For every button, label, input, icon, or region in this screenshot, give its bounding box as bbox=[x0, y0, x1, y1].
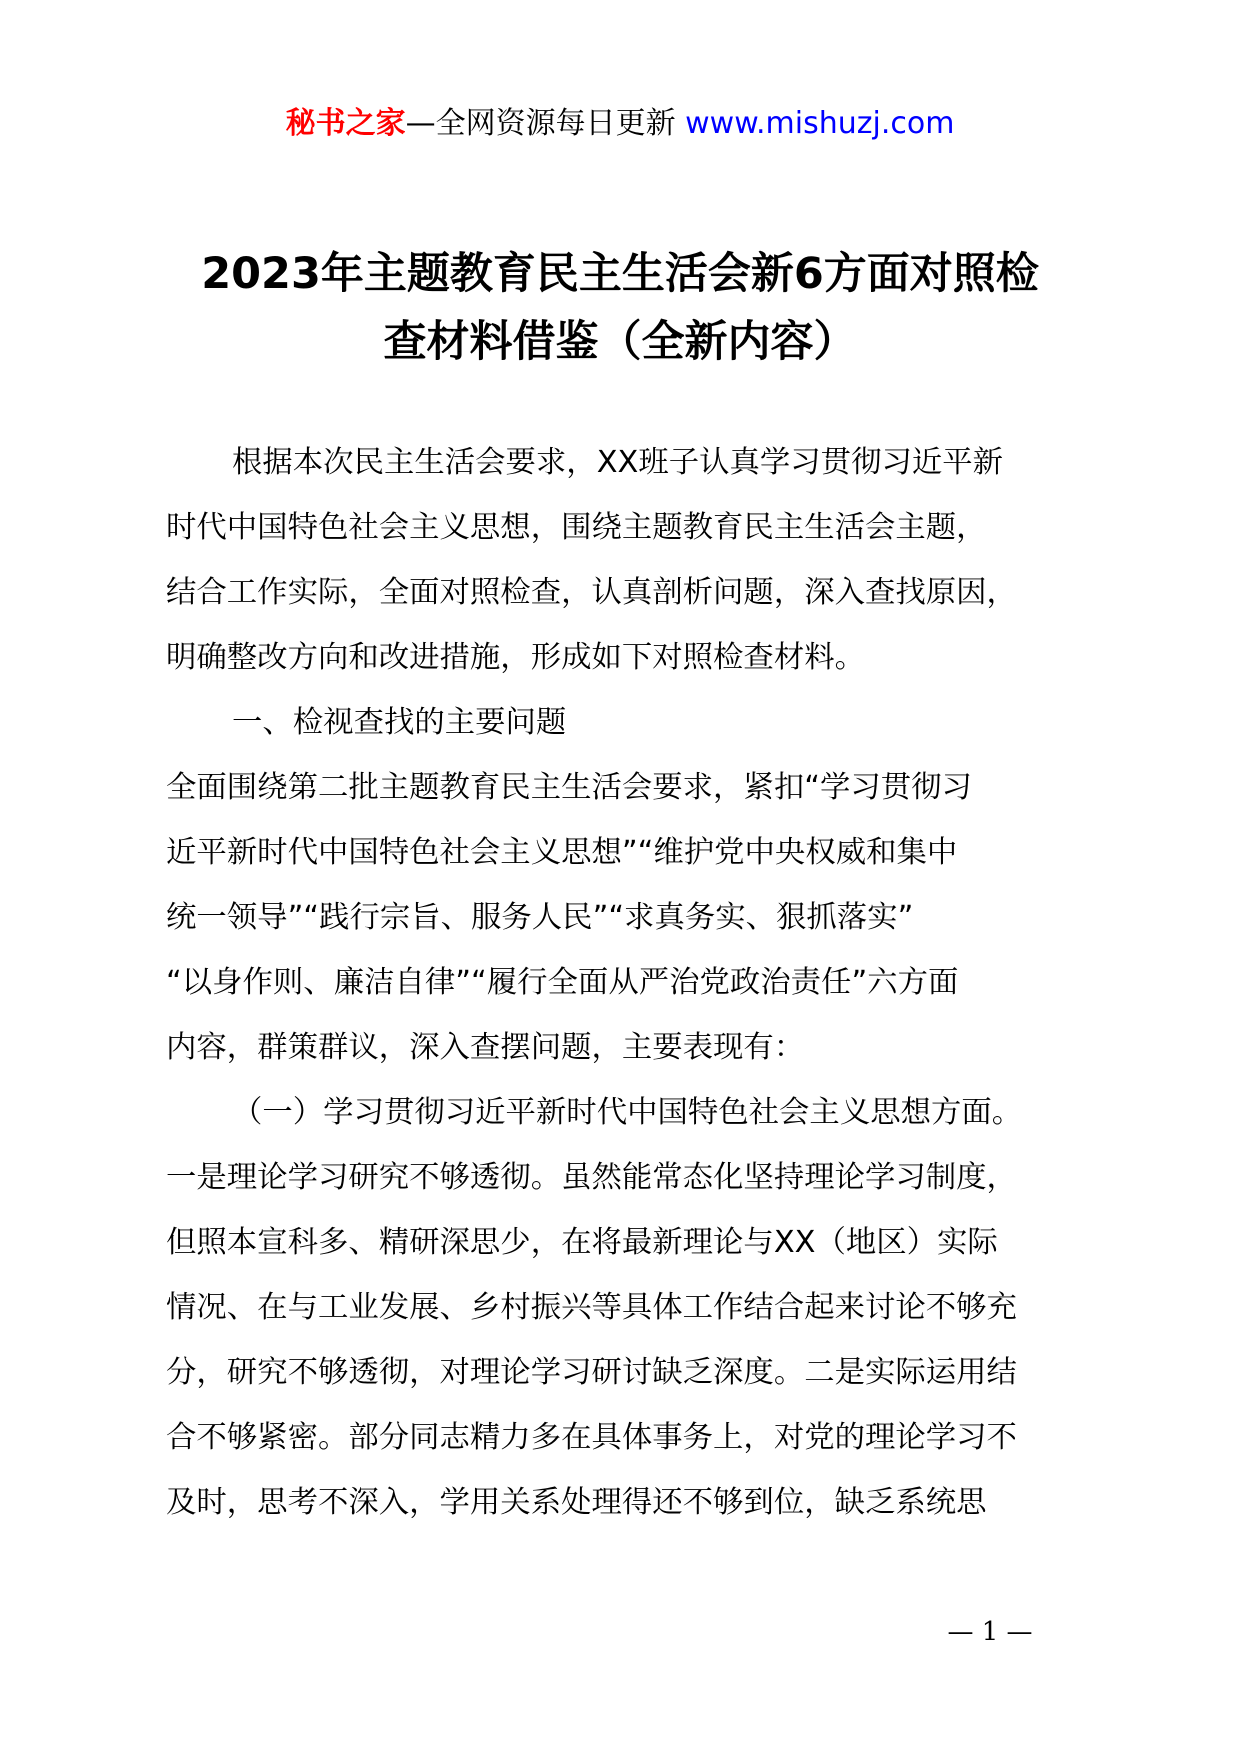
body-line: 合不够紧密。部分同志精力多在具体事务上，对党的理论学习不 bbox=[166, 1420, 1017, 1455]
site-header bbox=[0, 100, 1240, 148]
header-brand: 秘书之家 bbox=[285, 106, 406, 141]
body-line: 根据本次民主生活会要求，XX班子认真学习贯彻习近平新 bbox=[232, 445, 1004, 480]
body-line: 时代中国特色社会主义思想，围绕主题教育民主生活会主题， bbox=[166, 510, 987, 545]
document-title bbox=[100, 240, 1140, 376]
body-line: 但照本宣科多、精研深思少，在将最新理论与XX（地区）实际 bbox=[166, 1225, 998, 1260]
subsection-heading: （一）学习贯彻习近平新时代中国特色社会主义思想方面。 bbox=[232, 1095, 1023, 1130]
title-line: 查材料借鉴（全新内容） bbox=[383, 317, 857, 367]
body-line: “以身作则、廉洁自律”“履行全面从严治党政治责任”六方面 bbox=[166, 965, 959, 1000]
body-line: 明确整改方向和改进措施，形成如下对照检查材料。 bbox=[166, 640, 865, 675]
header-url-link[interactable]: www.mishuzj.com bbox=[685, 106, 955, 141]
body-line: 近平新时代中国特色社会主义思想”“维护党中央权威和集中 bbox=[166, 835, 958, 870]
body-line: 一是理论学习研究不够透彻。虽然能常态化坚持理论学习制度， bbox=[166, 1160, 1017, 1195]
body-line: 结合工作实际，全面对照检查，认真剖析问题，深入查找原因， bbox=[166, 575, 1017, 610]
body-line: 内容，群策群议，深入查摆问题，主要表现有： bbox=[166, 1030, 805, 1065]
header-tagline: —全网资源每日更新 bbox=[405, 106, 686, 141]
body-line: 及时，思考不深入，学用关系处理得还不够到位，缺乏系统思 bbox=[166, 1485, 987, 1520]
body-line: 统一领导”“践行宗旨、服务人民”“求真务实、狠抓落实” bbox=[166, 900, 914, 935]
body-line: 情况、在与工业发展、乡村振兴等具体工作结合起来讨论不够充 bbox=[166, 1290, 1017, 1325]
section-heading: 一、检视查找的主要问题 bbox=[232, 705, 567, 740]
body-line: 全面围绕第二批主题教育民主生活会要求，紧扣“学习贯彻习 bbox=[166, 770, 972, 805]
body-line: 分，研究不够透彻，对理论学习研讨缺乏深度。二是实际运用结 bbox=[166, 1355, 1017, 1390]
title-line: 2023年主题教育民主生活会新6方面对照检 bbox=[201, 249, 1039, 299]
document-body bbox=[166, 430, 1110, 1535]
page-number: — 1 — bbox=[947, 1617, 1033, 1647]
